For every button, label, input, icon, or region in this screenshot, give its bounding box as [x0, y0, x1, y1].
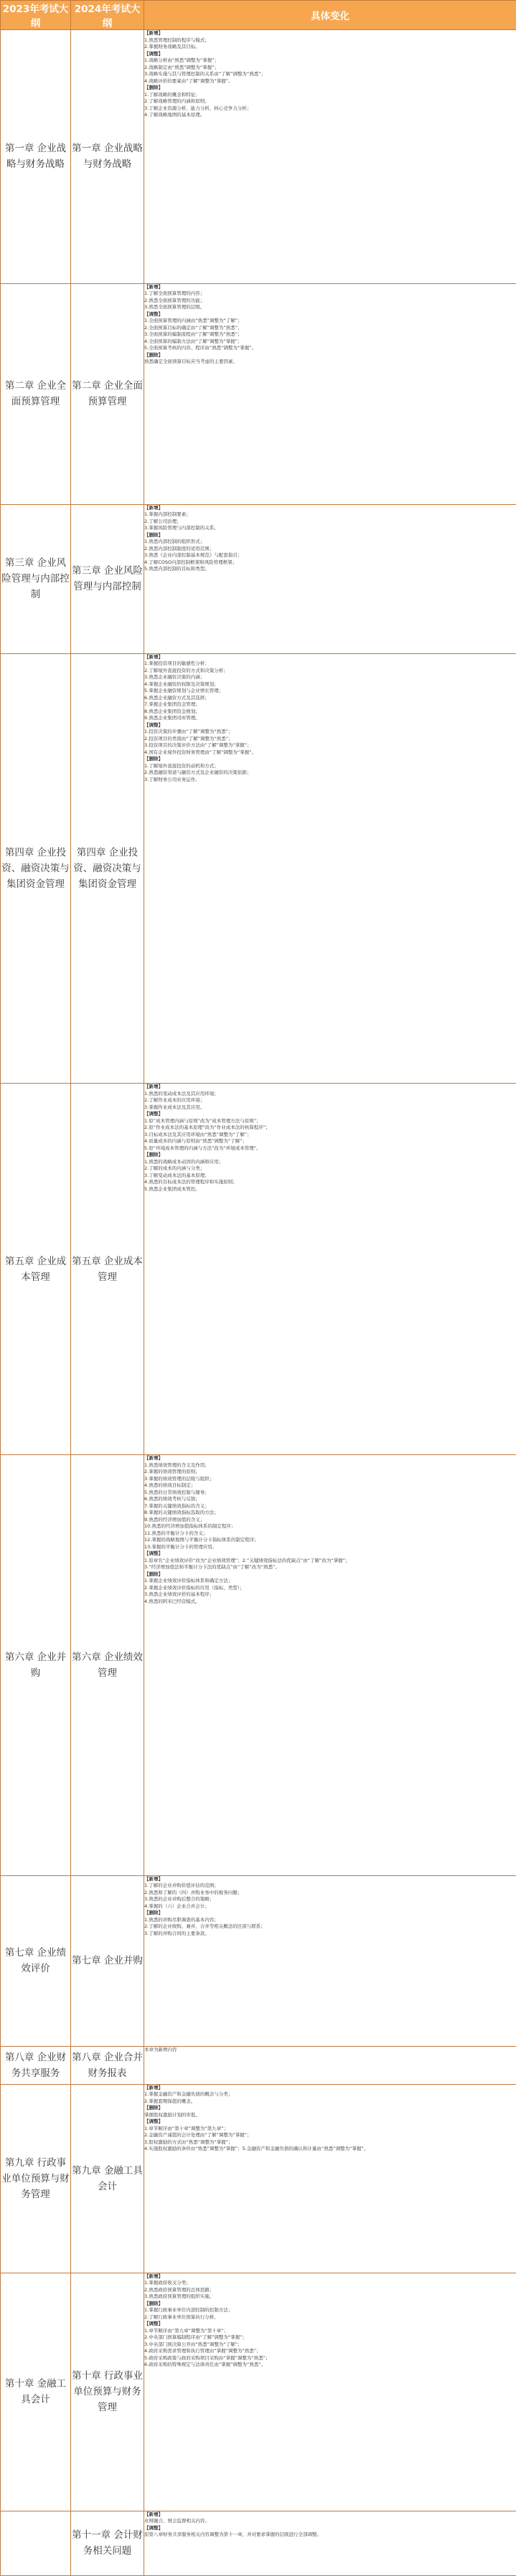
change-line: 1.掌握金融资产和金融负债的概念与分类； [144, 2091, 516, 2098]
change-section-tag: 【删除】 [144, 85, 516, 92]
change-line: 2.了解战略管理的内涵和原则； [144, 98, 516, 105]
chapter-2024: 第六章 企业绩效管理 [71, 1455, 144, 1875]
chapter-2023: 第三章 企业风险管理与内部控制 [1, 504, 71, 653]
chapter-2024: 第三章 企业风险管理与内部控制 [71, 504, 144, 653]
change-line: 2.了解行政事业单位预算执行分析。 [144, 2314, 516, 2321]
change-line: 3.投资项目的决策评价方法由“了解”调整为“掌握”； [144, 742, 516, 749]
change-line: 5.熟悉内部控制的目标和类型。 [144, 566, 516, 573]
change-line: 2.原“作业成本法的基本原理”改为“作业成本法的核算程序”； [144, 1124, 516, 1132]
change-line: 5.熟悉的日常绩效控制与辅导； [144, 1490, 516, 1497]
change-section-tag: 【新增】 [144, 1084, 516, 1091]
chapter-2024: 第九章 金融工具会计 [71, 2084, 144, 2273]
change-line: 掌握股权激励计划的审批。 [144, 2112, 516, 2119]
change-details [144, 653, 516, 1083]
change-line: 5.原“环境成本管理的内涵与方法”改为“环境成本管理”。 [144, 1145, 516, 1152]
change-line: 1.掌握投资项目的敏感性分析； [144, 660, 516, 668]
change-section-tag: 【删除】 [144, 2105, 516, 2112]
chapter-2024: 第一章 企业战略与财务战略 [71, 30, 144, 284]
change-line: 2.熟悉融资渠道与融资方式及企业融资的决策依据； [144, 770, 516, 777]
change-line: 3.掌握的绩效管理的层级与组织； [144, 1476, 516, 1483]
change-line: 3.熟悉全面预算管理的层级。 [144, 304, 516, 311]
change-line: 2.全面预算目标的确定由“了解”调整为“熟悉”； [144, 325, 516, 332]
chapter-2024: 第二章 企业全面预算管理 [71, 283, 144, 504]
change-section-tag: 【调整】 [144, 2118, 516, 2126]
change-line: 3.了解企业资源分析、能力分析、核心竞争力分析； [144, 105, 516, 113]
change-line: 3.熟悉企业融资决策的内涵； [144, 674, 516, 681]
change-line: 13.掌握的平衡计分卡的管理应用。 [144, 1544, 516, 1551]
chapter-2023: 第十章 金融工具会计 [1, 2273, 71, 2511]
change-line: 4.熟悉的目标成本法的管理程序和实施原则； [144, 1179, 516, 1186]
change-line: 5.熟悉企业集团成本管控。 [144, 1186, 516, 1193]
change-line: 2.金融资产减值的会计处理由“了解”调整为“掌握”； [144, 2132, 516, 2139]
table-row [1, 2084, 516, 2273]
change-line: 1.全面预算管理的内涵由“熟悉”调整为“了解”； [144, 318, 516, 325]
change-line: 4.熟悉的阿米巴经营模式。 [144, 1599, 516, 1606]
change-section-tag: 【删除】 [144, 1152, 516, 1159]
change-line: 1.掌握政府收支分类； [144, 2280, 516, 2287]
change-line: 2.了解作业成本的应用环境； [144, 1097, 516, 1104]
change-details [144, 30, 516, 284]
change-line: 3.全面预算的编制流程由“了解”调整为“熟悉”； [144, 331, 516, 338]
change-line: 4.实施股权激励的条件由“熟悉”调整为“掌握”；5.金融资产和金融负债的确认和计量由“熟悉”调整为“掌握”。 [144, 2146, 516, 2153]
change-line: 原第八章财务共享服务相关内容调整为第十一章，并对要求掌握的层级进行全部调整。 [144, 2532, 516, 2539]
chapter-2023: 第七章 企业绩效评价 [1, 1875, 71, 2047]
change-line: 1.熟悉内部控制的组织形式； [144, 539, 516, 546]
change-line: 1.了解境外直接投资的动机和方式； [144, 763, 516, 770]
change-line: 6.熟悉企业融资方式及其选择； [144, 695, 516, 702]
change-details [144, 1455, 516, 1875]
change-line: 1.熟悉绩效管理的含义及作用； [144, 1462, 516, 1469]
change-line: 4.政府采购需求管理和执行管理由“掌握”调整为“熟悉”； [144, 2348, 516, 2355]
change-line: 4.了解战略地图的基本原理。 [144, 112, 516, 119]
table-row [1, 30, 516, 284]
chapter-2023: 第二章 企业全面预算管理 [1, 283, 71, 504]
change-line: 2.熟悉全面预算管理的功能； [144, 298, 516, 305]
change-line: 1.熟悉的战略成本动因的内涵和应用； [144, 1159, 516, 1166]
change-line: 2.了解的成本的内涵与分类； [144, 1165, 516, 1173]
change-line: 3.熟悉《企业内部控制基本规范》与配套指引； [144, 552, 516, 559]
change-line: 8.熟悉企业集团资金规划； [144, 709, 516, 716]
table-row [1, 653, 516, 1083]
table-row [1, 504, 516, 653]
chapter-2024: 第八章 企业合并财务报表 [71, 2047, 144, 2084]
change-line: 2.掌握企业绩效评价指标的应用（指标、类型）； [144, 1585, 516, 1592]
chapter-2023 [1, 2511, 71, 2575]
change-line: 3.熟悉的企业并购后整合的策略； [144, 1896, 516, 1903]
change-line: 3.了解变动成本法的基本原理； [144, 1173, 516, 1180]
change-line: 4.掌握企业融资的权限及决策规划； [144, 681, 516, 688]
table-header-row [1, 1, 516, 30]
table-row [1, 2511, 516, 2575]
chapter-2024: 第五章 企业成本管理 [71, 1084, 144, 1455]
change-section-tag: 【新增】 [144, 2085, 516, 2092]
change-section-tag: 【删除】 [144, 532, 516, 539]
change-line: 3.股权激励的方式由“熟悉”调整为“掌握”； [144, 2139, 516, 2146]
change-details [144, 1875, 516, 2047]
change-line: 2.战略制定由“熟悉”调整为“掌握”； [144, 65, 516, 72]
chapter-2024: 第十章 行政事业单位预算与财务管理 [71, 2273, 144, 2511]
change-line: 6.政府采购的特殊规定与法律责任由“掌握”调整为“熟悉”。 [144, 2362, 516, 2369]
change-line: 1.熟悉的并购尽职调查的基本内容； [144, 1917, 516, 1924]
change-section-tag: 【调整】 [144, 1550, 516, 1558]
change-section-tag: 【新增】 [144, 284, 516, 291]
change-section-tag: 【新增】 [144, 2511, 516, 2519]
change-line: 4.熟悉的绩效目标制定； [144, 1482, 516, 1490]
change-line: 1.战略分析由“熟悉”调整为“掌握”； [144, 57, 516, 65]
change-line: 9.熟悉的经济增加值的含义； [144, 1517, 516, 1524]
change-section-tag: 【删除】 [144, 1571, 516, 1578]
change-line: 2.熟悉和了解的（四）并购业务中的税务问题； [144, 1890, 516, 1897]
change-details [144, 2084, 516, 2273]
change-line: 3.了解的并购合同的主要条款。 [144, 1931, 516, 1938]
change-line: 1.章节顺序由“第九章”调整为“第十章”； [144, 2328, 516, 2335]
change-section-tag: 【删除】 [144, 2301, 516, 2308]
change-section-tag: 【删除】 [144, 1910, 516, 1917]
chapter-2023: 第四章 企业投资、融资决策与集团资金管理 [1, 653, 71, 1083]
change-line: 3.战略实施与其与管理控制的关系由“了解”调整为“熟悉”； [144, 71, 516, 78]
change-line: 1.了解的企业并购价值评估的范围； [144, 1883, 516, 1890]
change-section-tag: 【删除】 [144, 352, 516, 359]
change-section-tag: 【调整】 [144, 722, 516, 729]
table-row [1, 283, 516, 504]
chapter-2024: 第十一章 会计财务相关问题 [71, 2511, 144, 2575]
chapter-2023: 第八章 企业财务共享服务 [1, 2047, 71, 2084]
change-section-tag: 【调整】 [144, 51, 516, 58]
table-row [1, 2047, 516, 2084]
chapter-2023: 第一章 企业战略与财务战略 [1, 30, 71, 284]
change-details [144, 504, 516, 653]
change-line: 1.熟悉管理控制的程序与模式； [144, 37, 516, 44]
change-section-tag: 【新增】 [144, 505, 516, 512]
change-line: 2.了解的企业收购、兼并、合并等相关概念的区别与联系； [144, 1923, 516, 1931]
change-line: 3.“经济增加值法和平衡计分卡法的优缺点”由“了解”改为“熟悉”。 [144, 1564, 516, 1571]
table-row [1, 1875, 516, 2047]
change-line: 4.国有企业境外投资财务管理由“了解”调整为“掌握”。 [144, 749, 516, 757]
change-line: 12.掌握的战略地图与平衡计分卡指标体系的制定程序； [144, 1537, 516, 1544]
change-line: 1.原章名“企业绩效评价”改为“企业绩效管理”；2.“关键绩效指标法的优缺点”由“了解”改为“掌握”； [144, 1558, 516, 1565]
change-line: 2.掌握财务战略及其目标。 [144, 44, 516, 51]
change-section-tag: 【新增】 [144, 1876, 516, 1883]
change-line: 2.投资项目的类别由“了解”调整为“熟悉”； [144, 736, 516, 743]
change-line: 4.全面预算的编制方法由“了解”调整为“掌握”； [144, 338, 516, 346]
change-details [144, 2273, 516, 2511]
table-row [1, 1455, 516, 1875]
header-specific-changes: 具体变化 [144, 1, 516, 30]
change-line: 2.中央部门预算编制程序由“了解”调整为“掌握”； [144, 2334, 516, 2341]
change-section-tag: 【调整】 [144, 1111, 516, 1118]
change-details [144, 283, 516, 504]
chapter-2023: 第五章 企业成本管理 [1, 1084, 71, 1455]
chapter-2024: 第四章 企业投资、融资决策与集团资金管理 [71, 653, 144, 1083]
change-line: 6.熟悉的绩效考核与反馈； [144, 1496, 516, 1503]
change-section-tag: 【新增】 [144, 30, 516, 37]
change-line: 1.掌握企业绩效评价指标体系和确定方法； [144, 1578, 516, 1585]
change-section-tag: 【新增】 [144, 2273, 516, 2281]
change-line: 熟悉确定全面预算目标应当考虑的主要因素。 [144, 359, 516, 366]
change-line: 4.质量成本的内涵与原则由“熟悉”调整为“了解”； [144, 1138, 516, 1145]
change-line: 5.掌握企业融资规划与企业增长管理； [144, 688, 516, 695]
chapter-2023: 第九章 行政事业单位预算与财务管理 [1, 2084, 71, 2273]
change-line: 5.全面预算考核的内容、程序由“熟悉”调整为“掌握”。 [144, 345, 516, 352]
change-line: 1.了解全面预算管理的内容； [144, 290, 516, 298]
change-details [144, 1084, 516, 1455]
header-2024-syllabus: 2024年考试大纲 [71, 1, 144, 30]
change-line: 7.掌握企业集团资金管理； [144, 701, 516, 709]
change-line: 11.熟悉的平衡计分卡的含义； [144, 1530, 516, 1538]
change-details [144, 2511, 516, 2575]
table-row [1, 1084, 516, 1455]
change-line: 4.了解COSO内部控制框架和风险管理框架； [144, 559, 516, 567]
change-section-tag: 【调整】 [144, 311, 516, 318]
change-line: 1.熟悉的变动成本法及其应用环境； [144, 1091, 516, 1098]
change-details [144, 2047, 516, 2084]
change-line: 1.章节顺序由“第十章”调整为“第九章”； [144, 2126, 516, 2133]
table-row [1, 2273, 516, 2511]
change-section-tag: 【调整】 [144, 2321, 516, 2328]
change-line: 7.掌握的关键绩效指标的含义； [144, 1503, 516, 1510]
change-line: 1.掌握内部控制要素； [144, 511, 516, 518]
change-section-tag: 【新增】 [144, 654, 516, 661]
change-line: 3.掌握作业成本法及其应用。 [144, 1104, 516, 1112]
change-line: 2.了解公司治理； [144, 518, 516, 526]
change-line: 4.战略评价的要素由“了解”调整为“掌握”。 [144, 78, 516, 85]
change-line: 1.掌握行政事业单位内部控制的控制方法； [144, 2307, 516, 2314]
change-line: 3.掌握风险管理与内部控制的关系。 [144, 525, 516, 532]
change-line: 5.政府采购政策与政府采购项目采购由“掌握”调整为“熟悉”； [144, 2355, 516, 2362]
change-line: 业财融合、财会监督相关内容。 [144, 2518, 516, 2525]
change-line: 1.了解战略的概念和特征； [144, 92, 516, 99]
change-line: 1.投资决策的步骤由“了解”调整为“熟悉”； [144, 729, 516, 736]
change-section-tag: 【调整】 [144, 2525, 516, 2532]
change-line: 3.中央部门预决算公开由“熟悉”调整为“了解”； [144, 2341, 516, 2349]
change-line: 2.掌握的绩效管理的原则； [144, 1469, 516, 1476]
change-line: 本章为新增内容 [144, 2047, 516, 2054]
change-line: 3.熟悉企业绩效评价的基本程序； [144, 1591, 516, 1599]
change-line: 2.了解境外直接投资的方式和决策分析； [144, 668, 516, 675]
change-line: 3.了解财务公司业务运作。 [144, 777, 516, 784]
change-line: 3.熟悉政府预算管理的组织实施。 [144, 2293, 516, 2301]
header-2023-syllabus: 2023年考试大纲 [1, 1, 71, 30]
change-line: 9.熟悉企业集团司库管理。 [144, 715, 516, 722]
change-line: 8.掌握的关键绩效指标选取的方法； [144, 1510, 516, 1517]
chapter-2023: 第六章 企业并购 [1, 1455, 71, 1875]
table-body [1, 30, 516, 2576]
change-line: 10.熟悉的经济增加值指标体系的制定程序； [144, 1523, 516, 1530]
change-line: 1.原“成本管理内涵与原则”改为“成本管理方法与原则”； [144, 1118, 516, 1125]
change-line: 2.熟悉政府预算管理的总体思路； [144, 2287, 516, 2294]
change-line: 2.掌握套期保值的概念。 [144, 2098, 516, 2106]
change-line: 4.掌握的（六）企业合并会计。 [144, 1903, 516, 1910]
change-section-tag: 【新增】 [144, 1455, 516, 1462]
change-line: 2.熟悉内部控制制度的适用范围； [144, 546, 516, 553]
chapter-2024: 第七章 企业并购 [71, 1875, 144, 2047]
change-line: 3.目标成本法及其应用环境由“熟悉”调整为“了解”； [144, 1132, 516, 1139]
change-section-tag: 【删除】 [144, 756, 516, 763]
